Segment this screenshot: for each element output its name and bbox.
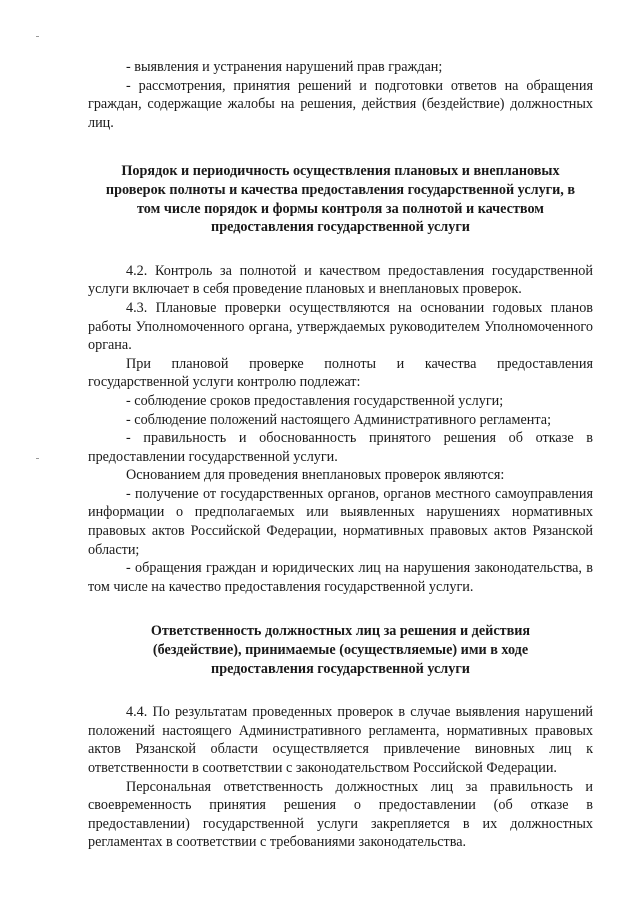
- section-heading-control: Порядок и периодичность осуществления плановых и внеплановых проверок полноты и качества предоставления государственной услуги, в том числе порядок и формы контроля за полнотой и качеством предоставления государственной услуги: [105, 163, 576, 236]
- margin-tick: [36, 36, 39, 37]
- paragraph-4-2: 4.2. Контроль за полнотой и качеством предоставления государственной услуги включает в себя проведение плановых и внеплановых проверок.: [88, 262, 593, 298]
- paragraph-4-4: 4.4. По результатам проведенных проверок в случае выявления нарушений положений настоящего Административного регламента, нормативных правовых актов Рязанской области осуществляется привлечение виновных лиц к ответственности в соответствии с законодательством Российской Федерации.: [88, 704, 593, 776]
- list-item: - получение от государственных органов, органов местного самоуправления информации о предполагаемых или выявленных нарушениях нормативных правовых актов Российской Федерации, нормативных правовых актов Рязанской области;: [88, 485, 593, 558]
- paragraph: Персональная ответственность должностных лиц за правильность и своевременность принятия решения о предоставлении (об отказе в предоставлении) государственной услуги закрепляется в их должностных регламентах в соответствии с требованиями законодательства.: [88, 778, 593, 851]
- paragraph: Основанием для проведения внеплановых проверок являются:: [126, 467, 505, 484]
- margin-tick: [36, 458, 39, 459]
- paragraph-4-3: 4.3. Плановые проверки осуществляются на основании годовых планов работы Уполномоченного органа, утверждаемых руководителем Уполномоченного органа.: [88, 299, 593, 354]
- paragraph: При плановой проверке полноты и качества предоставления государственной услуги контролю подлежат:: [88, 355, 593, 391]
- section-heading-responsibility: Ответственность должностных лиц за решения и действия (бездействие), принимаемые (осуществляемые) ими в ходе предоставления государственной услуги: [150, 623, 531, 677]
- list-item: - правильность и обоснованность принятого решения об отказе в предоставлении государственной услуги.: [88, 430, 593, 465]
- list-item: - рассмотрения, принятия решений и подготовки ответов на обращения граждан, содержащие жалобы на решения, действия (бездействие) должностных лиц.: [88, 77, 593, 131]
- list-item: - соблюдение положений настоящего Административного регламента;: [126, 411, 552, 428]
- list-item: - выявления и устранения нарушений прав граждан;: [126, 59, 443, 75]
- list-item: - обращения граждан и юридических лиц на нарушения законодательства, в том числе на качество предоставления государственной услуги.: [88, 560, 593, 595]
- list-item: - соблюдение сроков предоставления государственной услуги;: [126, 392, 504, 409]
- document-page: [88, 58, 593, 852]
